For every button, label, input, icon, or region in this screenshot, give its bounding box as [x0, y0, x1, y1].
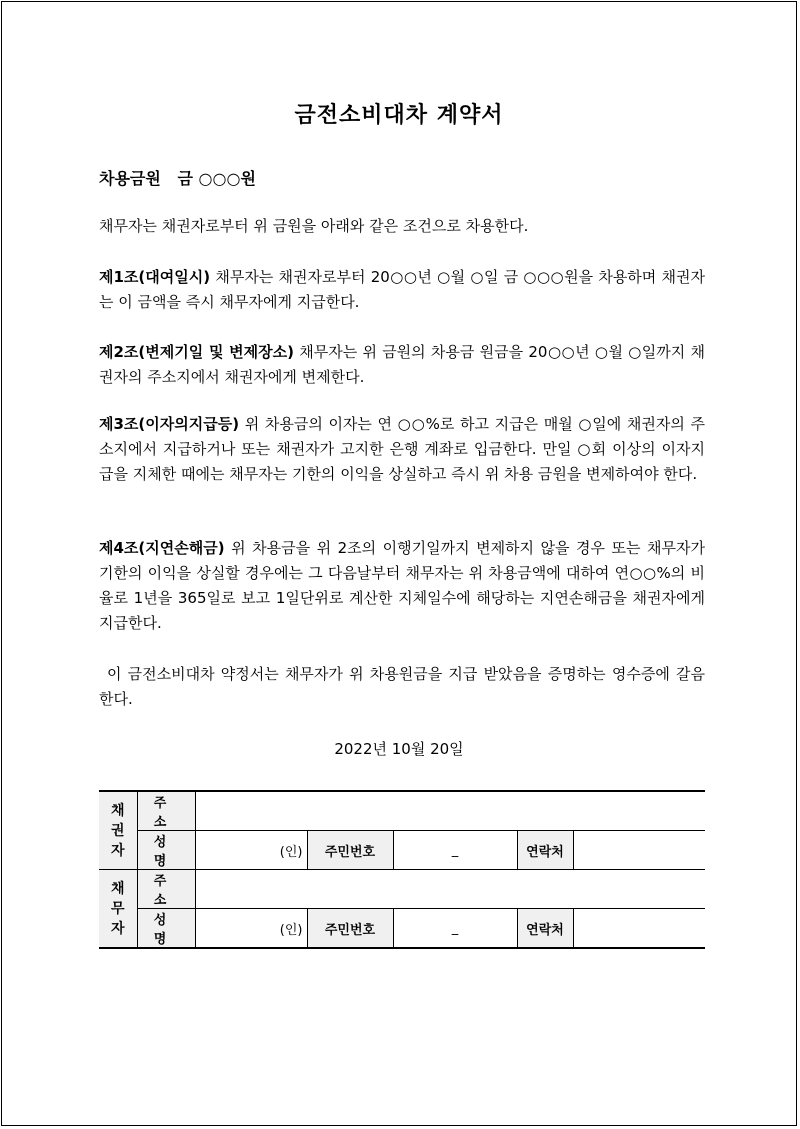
creditor-address-field[interactable]: [195, 791, 705, 831]
debtor-role-cell: [99, 870, 137, 949]
debtor-name-row: [99, 909, 705, 949]
creditor-name-field[interactable]: [195, 831, 307, 870]
debtor-role-char: 무: [110, 900, 125, 917]
article-1: [99, 265, 705, 315]
contract-page: [1, 1, 797, 1126]
debtor-contact-field[interactable]: [573, 909, 705, 949]
signature-table: [99, 790, 705, 949]
loan-amount-line: [99, 166, 256, 189]
creditor-role-char: 채: [110, 802, 125, 819]
creditor-contact-field[interactable]: [573, 831, 705, 870]
article-3-heading: 제3조(이자의지급등): [99, 415, 240, 433]
debtor-role-char: 채: [110, 880, 125, 897]
creditor-role-char: 권: [110, 822, 125, 839]
article-1-body: 채무자는 채권자로부터 20○○년 ○월 ○일 금 ○○○원을 차용하며 채권자는 이 금액을 즉시 채무자에게 지급한다.: [99, 268, 705, 311]
debtor-id-label: 주민번호: [307, 909, 393, 949]
article-3-body: 위 차용금의 이자는 연 ○○%로 하고 지급은 매월 ○일에 채권자의 주소지에서 지급하거나 또는 채권자가 고지한 은행 계좌로 입금한다. 만일 ○회 이상의 이자지급을 지체한 때에는 채무자는 기한의 이익을 상실하고 즉시 위 차용 금원을 변제하여야 한다.: [99, 415, 705, 483]
debtor-address-field[interactable]: [195, 870, 705, 909]
article-1-heading: 제1조(대여일시): [99, 268, 211, 286]
article-3: [99, 412, 705, 487]
creditor-address-row: [99, 791, 705, 831]
contract-date: 2022년 10월 20일: [334, 740, 464, 758]
debtor-name-field[interactable]: [195, 909, 307, 949]
creditor-address-label: 주 소: [137, 791, 195, 831]
article-4: [99, 536, 705, 636]
article-4-heading: 제4조(지연손해금): [99, 539, 225, 557]
debtor-seal-mark: (인): [279, 922, 303, 938]
article-4-body: 위 차용금을 위 2조의 이행기일까지 변제하지 않을 경우 또는 채무자가 기한의 이익을 상실할 경우에는 그 다음날부터 채무자는 위 차용금액에 대하여 연○○%의 비율로 1년을 365일로 보고 1일단위로 계산한 지체일수에 해당하는 지연손해금을 채권자에게 지급한다.: [99, 539, 705, 632]
debtor-role-char: 자: [110, 920, 125, 937]
creditor-role-cell: [99, 791, 137, 870]
document-title: 금전소비대차 계약서: [294, 103, 504, 128]
creditor-id-field[interactable]: _: [393, 831, 517, 870]
creditor-seal-mark: (인): [279, 844, 303, 860]
creditor-name-row: [99, 831, 705, 870]
receipt-paragraph: 이 금전소비대차 약정서는 채무자가 위 차용원금을 지급 받았음을 증명하는 영수증에 갈음한다.: [99, 665, 705, 708]
creditor-name-label: 성 명: [137, 831, 195, 870]
creditor-contact-label: 연락처: [517, 831, 573, 870]
article-2: [99, 340, 705, 390]
debtor-name-label: 성 명: [137, 909, 195, 949]
loan-amount-text: 차용금원 금 ○○○원: [99, 169, 256, 188]
article-2-heading: 제2조(변제기일 및 변제장소): [99, 343, 294, 361]
creditor-role-char: 자: [110, 842, 125, 859]
debtor-id-field[interactable]: _: [393, 909, 517, 949]
intro-paragraph: 채무자는 채권자로부터 위 금원을 아래와 같은 조건으로 차용한다.: [99, 217, 529, 235]
debtor-address-row: [99, 870, 705, 909]
debtor-address-label: 주 소: [137, 870, 195, 909]
creditor-id-label: 주민번호: [307, 831, 393, 870]
article-2-body: 채무자는 위 금원의 차용금 원금을 20○○년 ○월 ○일까지 채권자의 주소지에서 채권자에게 변제한다.: [99, 343, 706, 386]
debtor-contact-label: 연락처: [517, 909, 573, 949]
